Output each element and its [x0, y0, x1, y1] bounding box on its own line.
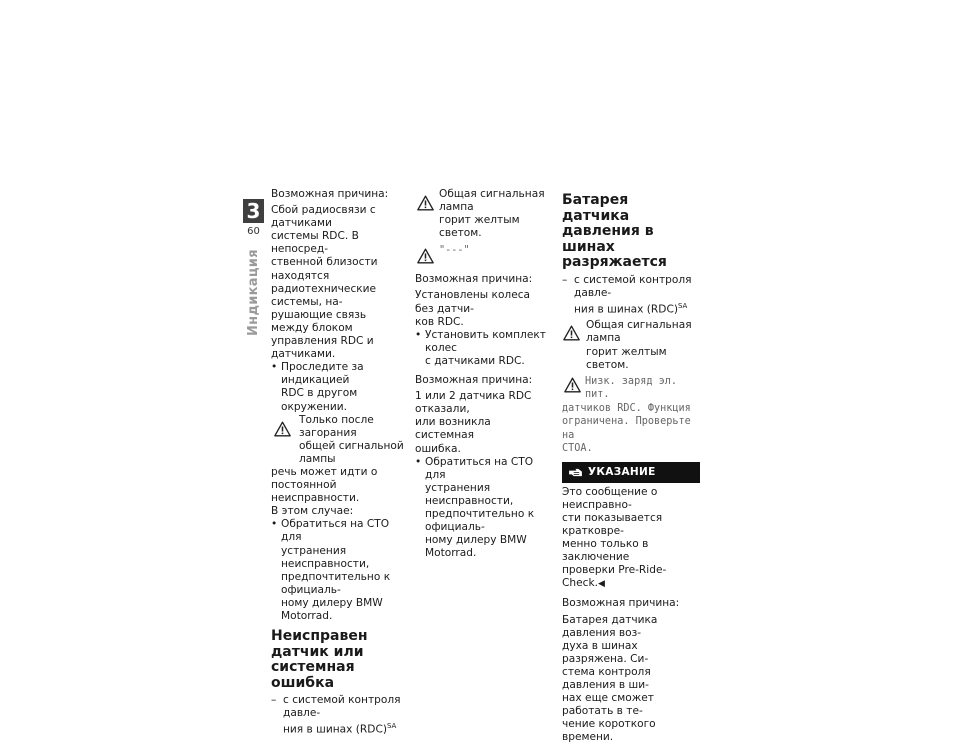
note-line: менно только в заключение: [562, 538, 649, 564]
warning-note: [271, 414, 407, 466]
warning-display: [562, 375, 700, 456]
chapter-tab: [243, 199, 264, 240]
cause-label: Возможная причина:: [562, 597, 680, 610]
dash-line: [574, 300, 700, 317]
sa-superscript: SA: [677, 301, 688, 310]
column-1: [271, 188, 407, 737]
column-3: [562, 188, 700, 744]
heading-line: Неисправен датчик или: [271, 628, 368, 660]
bullet-line: устранения неисправности,: [281, 544, 370, 570]
bullet-item: [271, 518, 407, 623]
warning-triangle-icon: [417, 195, 434, 211]
bullet-line: • Обратиться на СТО для: [415, 456, 551, 482]
warning-note: [562, 319, 700, 371]
bullet-line: с датчиками RDC.: [425, 354, 525, 367]
cause-line: Установлены колеса без датчи-: [415, 289, 531, 315]
cause-line: ошибка.: [415, 442, 461, 455]
cause-label: Возможная причина:: [415, 374, 533, 387]
dash-text: ния в шинах (RDC): [574, 303, 678, 316]
dash-text: ния в шинах (RDC): [283, 723, 387, 736]
chapter-number: 3: [246, 199, 261, 223]
display-line: СТОА.: [562, 443, 593, 455]
cause-line: чение короткого времени.: [562, 718, 656, 744]
sa-superscript: SA: [386, 722, 397, 731]
warning-note: [415, 188, 551, 240]
note-line: [562, 564, 700, 591]
cause-line: ков RDC.: [415, 315, 464, 328]
dash-mark: –: [271, 694, 277, 707]
note-line: Это сообщение о неисправно-: [562, 485, 658, 511]
display-text: "---": [439, 245, 470, 257]
cause-line: управления RDC и датчиками.: [271, 335, 374, 361]
heading-line: Батарея датчика: [562, 192, 630, 224]
column-2: [415, 188, 551, 560]
bullet-line: предпочтительно к официаль-: [281, 570, 391, 596]
body-line: неисправности.: [271, 492, 360, 505]
display-line: датчиков RDC. Функция: [562, 402, 691, 414]
end-mark: ◀: [597, 579, 605, 590]
dash-line: [283, 720, 407, 737]
section-title-vertical: Индикация: [246, 249, 261, 336]
cause-line: стема контроля давления в ши-: [562, 665, 651, 691]
cause-line: ственной близости находятся: [271, 256, 378, 282]
dash-item: [562, 274, 700, 317]
cause-line: радиотехнические системы, на-: [271, 282, 377, 308]
note-line: сти показывается кратковре-: [562, 511, 663, 537]
cause-line: Батарея датчика давления воз-: [562, 613, 658, 639]
cause-line: 1 или 2 датчика RDC отказали,: [415, 390, 532, 416]
cause-line: Сбой радиосвязи с датчиками: [271, 204, 376, 230]
cause-line: духа в шинах разряжена. Си-: [562, 639, 649, 665]
bullet-line: предпочтительно к официаль-: [425, 507, 535, 534]
bullet-item: [271, 361, 407, 413]
warning-display: [415, 243, 551, 267]
cause-label: Возможная причина:: [271, 188, 389, 200]
section-heading: [562, 193, 700, 271]
cause-line: системы RDC. В непосред-: [271, 230, 359, 256]
warning-triangle-icon: [274, 421, 291, 437]
bullet-line: RDC в другом окружении.: [281, 387, 358, 413]
page-number: 60: [243, 223, 264, 240]
dash-line: с системой контроля давле-: [283, 694, 401, 720]
body-line: речь может идти о постоянной: [271, 465, 378, 492]
warning-triangle-icon: [417, 248, 434, 264]
pointing-hand-icon: [562, 467, 588, 478]
cause-line: нах еще сможет работать в те-: [562, 692, 654, 718]
note-text: проверки Pre-Ride-Check.: [562, 564, 667, 590]
heading-line: разряжается: [562, 254, 667, 270]
cause-line: или возникла системная: [415, 416, 491, 442]
heading-line: давления в шинах: [562, 223, 654, 255]
note-header: [562, 462, 700, 483]
bullet-line: ному дилеру BMW Motorrad.: [425, 534, 527, 560]
warning-triangle-icon: [562, 377, 582, 399]
heading-line: системная ошибка: [271, 659, 355, 691]
dash-line: с системой контроля давле-: [574, 273, 692, 299]
warning-line: общей сигнальной лампы: [299, 439, 404, 465]
dash-mark: –: [562, 273, 568, 286]
bullet-line: ному дилеру BMW Motorrad.: [281, 596, 383, 622]
display-line: ограничена. Проверьте на: [562, 416, 691, 441]
bullet-line: устранения неисправности,: [425, 481, 514, 507]
cause-label: Возможная причина:: [415, 273, 533, 286]
dash-item: [271, 694, 407, 737]
bullet-line: • Проследите за индикацией: [271, 361, 407, 387]
bullet-item: [415, 456, 551, 561]
warning-line: горит желтым светом.: [586, 345, 667, 371]
warning-line: Общая сигнальная лампа: [586, 319, 692, 345]
display-line: Низк. заряд эл. пит.: [585, 375, 678, 401]
note-label: УКАЗАНИЕ: [588, 465, 656, 478]
warning-line: горит желтым светом.: [439, 214, 520, 240]
warning-line: Общая сигнальная лампа: [439, 188, 545, 214]
body-line: В этом случае:: [271, 505, 354, 518]
warning-triangle-icon: [563, 325, 580, 341]
bullet-line: • Обратиться на СТО для: [271, 518, 407, 544]
section-heading: [271, 629, 407, 691]
bullet-line: • Установить комплект колес: [415, 329, 551, 355]
cause-line: рушающие связь между блоком: [271, 308, 367, 334]
bullet-item: [415, 329, 551, 368]
warning-line: Только после загорания: [299, 413, 374, 439]
